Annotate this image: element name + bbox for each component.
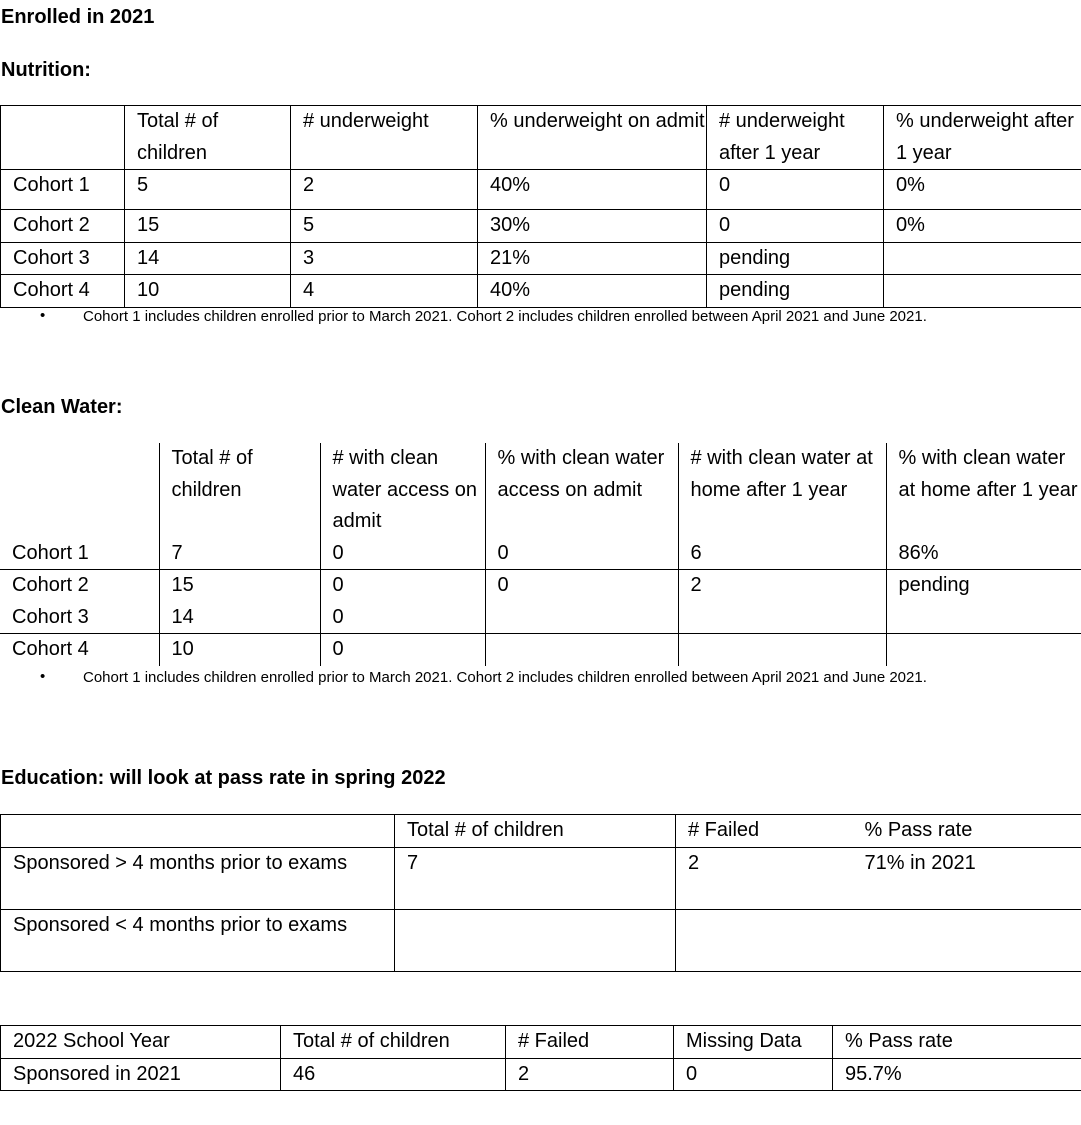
table-cell: 0% [884,210,1081,243]
table-cell [485,602,678,634]
table-cell: 7 [159,538,320,570]
table-cell: 4 [291,275,478,308]
table-cell [395,909,676,971]
header-cell: Total # of children [125,106,291,170]
table-cell: 2 [291,170,478,210]
header-cell: % underweight on admit [478,106,707,170]
nutrition-table [0,105,1081,308]
header-cell: # Failed [676,815,853,848]
education-heading: Education: will look at pass rate in spring 2022 [1,767,446,789]
table-header-row [1,815,1081,848]
table-row [1,909,1081,971]
table-cell: 30% [478,210,707,243]
table-cell: 0 [485,570,678,602]
header-cell [0,443,159,538]
table-row [0,634,1081,666]
table-cell: 10 [125,275,291,308]
table-row [1,210,1081,243]
table-cell [853,909,1081,971]
table-cell: 0 [485,538,678,570]
nutrition-heading: Nutrition: [1,59,91,81]
table-cell [485,634,678,666]
bullet-icon: • [40,668,46,685]
table-cell: 21% [478,242,707,275]
header-cell: % Pass rate [853,815,1081,848]
header-cell: # underweight [291,106,478,170]
table-cell [678,602,886,634]
table-cell: 3 [291,242,478,275]
table-cell: 0 [707,210,884,243]
header-cell [1,106,125,170]
table-row [0,602,1081,634]
table-cell: 15 [125,210,291,243]
header-cell: % with clean water access on admit [485,443,678,538]
table-cell: Cohort 3 [0,602,159,634]
table-cell: 0 [320,602,485,634]
header-cell [1,815,395,848]
table-cell: pending [707,275,884,308]
table-cell: pending [886,570,1081,602]
table-cell: Cohort 2 [0,570,159,602]
table-header-row [1,106,1081,170]
table-cell: 0 [320,634,485,666]
table-cell: 6 [678,538,886,570]
table-row [0,570,1081,602]
table-cell: 14 [125,242,291,275]
header-cell: Total # of children [395,815,676,848]
table-row [1,847,1081,909]
table-header-row [0,443,1081,538]
page-title: Enrolled in 2021 [1,6,155,28]
table-cell: pending [707,242,884,275]
table-cell: 40% [478,170,707,210]
table-cell: 0 [674,1058,833,1091]
table-cell: 5 [125,170,291,210]
table-cell: Sponsored > 4 months prior to exams [1,847,395,909]
water-heading: Clean Water: [1,396,123,418]
table-cell [886,634,1081,666]
table-cell: 86% [886,538,1081,570]
header-cell: # with clean water at home after 1 year [678,443,886,538]
table-row [1,242,1081,275]
table-row [1,170,1081,210]
header-cell: Total # of children [281,1026,506,1059]
header-cell: # underweight after 1 year [707,106,884,170]
header-cell: Total # of children [159,443,320,538]
education-table [0,814,1081,972]
header-cell: % Pass rate [833,1026,1081,1059]
table-cell: Cohort 2 [1,210,125,243]
table-row [1,275,1081,308]
table-cell: Sponsored < 4 months prior to exams [1,909,395,971]
school-year-table [0,1025,1081,1091]
table-row [0,538,1081,570]
table-cell: 15 [159,570,320,602]
header-cell: # with clean water access on admit [320,443,485,538]
table-cell: 2 [676,847,853,909]
header-cell: % with clean water at home after 1 year [886,443,1081,538]
table-cell: 14 [159,602,320,634]
table-cell [884,275,1081,308]
table-cell: 0 [320,570,485,602]
table-cell [886,602,1081,634]
table-cell: Sponsored in 2021 [1,1058,281,1091]
table-cell: 5 [291,210,478,243]
table-cell: 7 [395,847,676,909]
table-cell [884,242,1081,275]
table-row [1,1058,1081,1091]
table-cell: Cohort 1 [0,538,159,570]
header-cell: % underweight after 1 year [884,106,1081,170]
water-table [0,443,1081,666]
table-cell: 71% in 2021 [853,847,1081,909]
table-cell: 0 [707,170,884,210]
table-cell: 0 [320,538,485,570]
table-cell [678,634,886,666]
table-cell: Cohort 3 [1,242,125,275]
table-cell: Cohort 1 [1,170,125,210]
header-cell: Missing Data [674,1026,833,1059]
table-cell: 40% [478,275,707,308]
footnote-text: Cohort 1 includes children enrolled prior to March 2021. Cohort 2 includes children enrolled between April 2021 and June 2021. [83,669,927,686]
table-cell: 2 [678,570,886,602]
table-cell: 10 [159,634,320,666]
header-cell: # Failed [506,1026,674,1059]
bullet-icon: • [40,307,46,324]
table-cell [676,909,853,971]
table-cell: Cohort 4 [1,275,125,308]
table-cell: 0% [884,170,1081,210]
footnote-text: Cohort 1 includes children enrolled prior to March 2021. Cohort 2 includes children enrolled between April 2021 and June 2021. [83,308,927,325]
table-header-row [1,1026,1081,1059]
table-cell: 95.7% [833,1058,1081,1091]
table-cell: 2 [506,1058,674,1091]
table-cell: Cohort 4 [0,634,159,666]
table-cell: 46 [281,1058,506,1091]
header-cell: 2022 School Year [1,1026,281,1059]
